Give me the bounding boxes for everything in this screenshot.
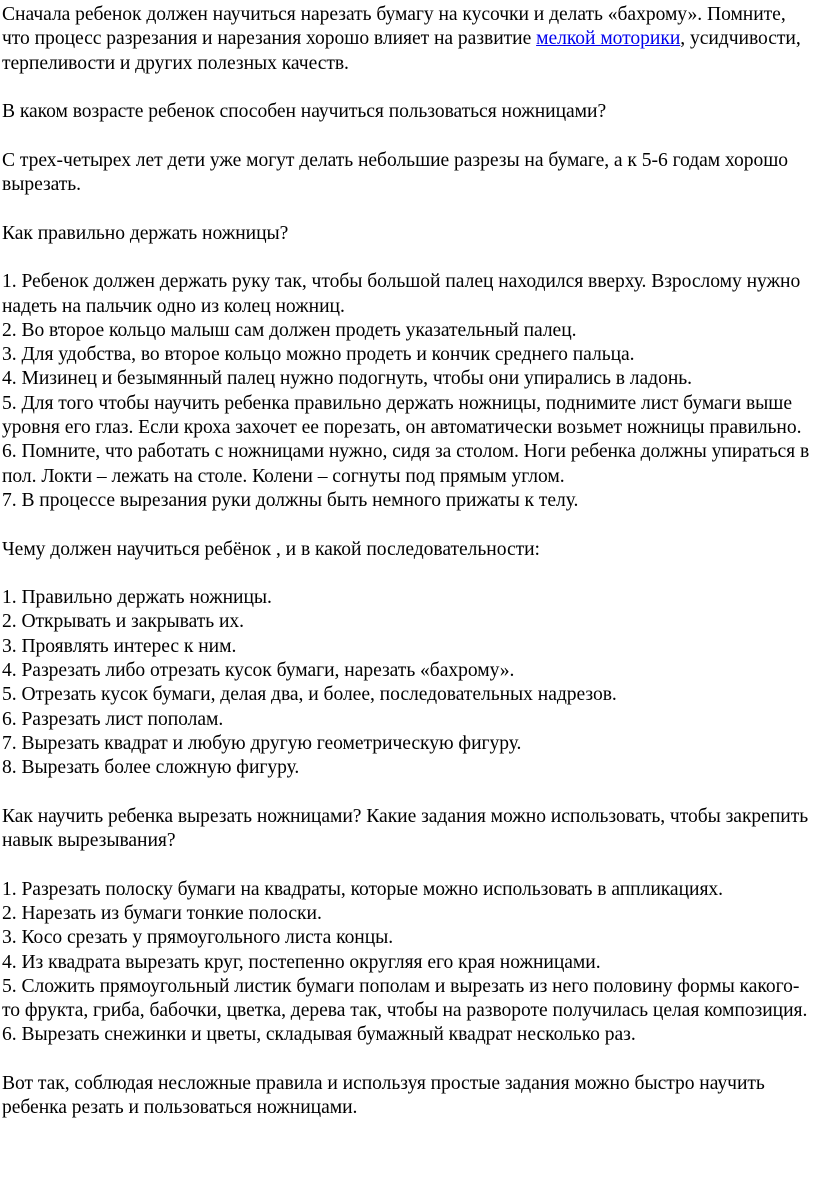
list-item: 6. Вырезать снежинки и цветы, складывая бумажный квадрат несколько раз. [2, 1024, 636, 1046]
list-item: 1. Ребенок должен держать руку так, чтобы большой палец находился вверху. Взрослому нужно надеть на пальчик одно из колец ножниц. [2, 271, 801, 317]
paragraph-gap [2, 562, 814, 586]
question-age: В каком возрасте ребенок способен научиться пользоваться ножницами? [2, 101, 607, 123]
paragraph-gap [2, 853, 814, 877]
list-item: 4. Разрезать либо отрезать кусок бумаги, нарезать «бахрому». [2, 660, 515, 682]
list-item: 2. Во второе кольцо малыш сам должен продеть указательный палец. [2, 319, 577, 341]
list-item: 5. Отрезать кусок бумаги, делая два, и более, последовательных надрезов. [2, 684, 617, 706]
list-item: 6. Помните, что работать с ножницами нужно, сидя за столом. Ноги ребенка должны упираться в пол. Локти – лежать на столе. Колени – согнуты под прямым углом. [2, 441, 810, 487]
list-item: 4. Мизинец и безымянный палец нужно подогнуть, чтобы они упирались в ладонь. [2, 368, 693, 390]
task-steps-list [2, 878, 814, 1048]
paragraph-gap [2, 781, 814, 805]
list-item: 7. В процессе вырезания руки должны быть немного прижаты к телу. [2, 489, 579, 511]
list-item: 5. Сложить прямоугольный листик бумаги пополам и вырезать из него половину формы какого-то фрукта, гриба, бабочки, цветка, дерева так, чтобы на развороте получилась целая композиция. [2, 975, 808, 1022]
list-item: 7. Вырезать квадрат и любую другую геометрическую фигуру. [2, 732, 522, 754]
list-item: 3. Проявлять интерес к ним. [2, 635, 237, 657]
intro-paragraph [2, 3, 814, 76]
paragraph-gap [2, 246, 814, 270]
paragraph-gap [2, 76, 814, 100]
list-item: 3. Косо срезать у прямоугольного листа концы. [2, 927, 394, 949]
answer-age: С трех-четырех лет дети уже могут делать небольшие разрезы на бумаге, а к 5-6 годам хорошо вырезать. [2, 149, 789, 196]
question-tasks: Как научить ребенка вырезать ножницами? Какие задания можно использовать, чтобы закрепить навык вырезывания? [2, 805, 809, 852]
paragraph-gap [2, 1048, 814, 1072]
intro-text-before-link: Сначала ребенок должен научиться нарезать бумагу на кусочки и делать «бахрому». Помните, что процесс разрезания и нарезания хорошо влияет на развитие [2, 4, 786, 50]
conclusion-paragraph: Вот так, соблюдая несложные правила и используя простые задания можно быстро научить ребенка резать и пользоваться ножницами. [2, 1073, 765, 1119]
paragraph-gap [2, 124, 814, 148]
list-item: 6. Разрезать лист пополам. [2, 708, 224, 730]
list-item: 5. Для того чтобы научить ребенка правильно держать ножницы, поднимите лист бумаги выше уровня его глаз. Если кроха захочет ее порезать, он автоматически возьмет ножницы правильно. [2, 392, 802, 439]
intro-text-after-link: , усидчивости, терпеливости и других полезных качеств. [2, 28, 801, 74]
list-item: 4. Из квадрата вырезать круг, постепенно округляя его края ножницами. [2, 951, 601, 973]
paragraph-gap [2, 513, 814, 537]
list-item: 2. Нарезать из бумаги тонкие полоски. [2, 902, 322, 924]
question-sequence: Чему должен научиться ребёнок , и в какой последовательности: [2, 538, 540, 560]
list-item: 2. Открывать и закрывать их. [2, 611, 245, 633]
hold-steps-list [2, 270, 814, 513]
list-item: 1. Разрезать полоску бумаги на квадраты, которые можно использовать в аппликациях. [2, 878, 724, 900]
question-hold: Как правильно держать ножницы? [2, 222, 289, 244]
sequence-steps-list [2, 586, 814, 780]
fine-motor-skills-link[interactable]: мелкой моторики [536, 28, 681, 50]
list-item: 3. Для удобства, во второе кольцо можно продеть и кончик среднего пальца. [2, 344, 635, 366]
list-item: 8. Вырезать более сложную фигуру. [2, 757, 300, 779]
paragraph-gap [2, 197, 814, 221]
list-item: 1. Правильно держать ножницы. [2, 587, 272, 609]
